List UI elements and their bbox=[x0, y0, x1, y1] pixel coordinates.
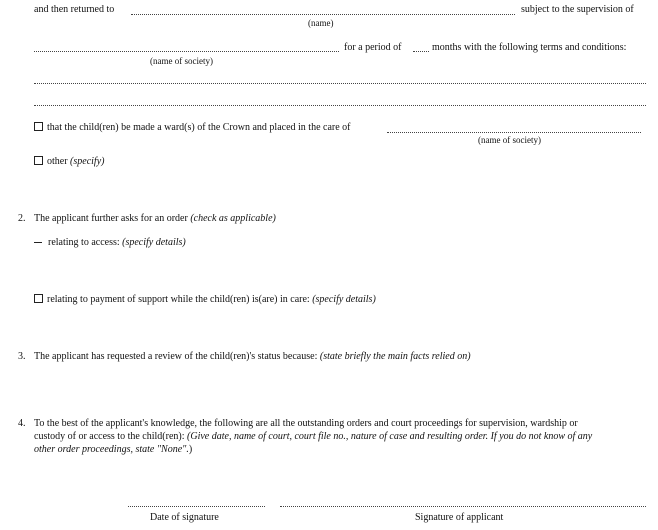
item-4-line-3-close: ) bbox=[188, 444, 193, 455]
access-checkbox[interactable] bbox=[34, 242, 42, 243]
item-4-line-2-instruction: (Give date, name of court, court file no., nature of case and resulting order. If you do not know of any bbox=[187, 431, 593, 442]
item-2-text bbox=[34, 213, 276, 225]
other-specify: (specify) bbox=[70, 156, 105, 167]
society-caption: (name of society) bbox=[150, 56, 213, 66]
item-3-number: 3. bbox=[18, 351, 26, 362]
returned-to-label: and then returned to bbox=[34, 4, 115, 15]
item-4-line-2-text: custody of or access to the child(ren): bbox=[34, 431, 185, 442]
period-label: for a period of bbox=[344, 42, 402, 53]
ward-society-field[interactable] bbox=[387, 132, 641, 133]
item-2-number: 2. bbox=[18, 213, 26, 224]
conditions-line-1[interactable] bbox=[34, 83, 646, 84]
ward-checkbox[interactable] bbox=[34, 122, 43, 131]
signature-field[interactable] bbox=[280, 506, 646, 507]
support-specify: (specify details) bbox=[312, 294, 376, 305]
ward-society-caption: (name of society) bbox=[478, 135, 541, 145]
supervision-label: subject to the supervision of bbox=[521, 4, 634, 15]
item-3-instruction: (state briefly the main facts relied on) bbox=[319, 351, 471, 362]
access-option bbox=[34, 237, 186, 249]
item-3-label: The applicant has requested a review of the child(ren)'s status because: bbox=[34, 351, 318, 362]
item-4-line-3-instruction: other order proceedings, state "None". bbox=[34, 444, 189, 455]
support-option-text: relating to payment of support while the child(ren) is(are) in care: bbox=[47, 294, 310, 305]
signature-label: Signature of applicant bbox=[415, 512, 504, 523]
item-2-instruction: (check as applicable) bbox=[190, 213, 276, 224]
conditions-line-2[interactable] bbox=[34, 105, 646, 106]
item-4-number: 4. bbox=[18, 418, 26, 429]
item-4-line-1: To the best of the applicant's knowledge, the following are all the outstanding orders and court proceedings for supervision, wardship or bbox=[34, 418, 578, 429]
returned-to-field[interactable] bbox=[131, 14, 515, 15]
access-option-text: relating to access: bbox=[48, 237, 120, 248]
society-name-field[interactable] bbox=[34, 51, 339, 52]
name-caption: (name) bbox=[308, 18, 334, 28]
item-4-line-2 bbox=[34, 431, 592, 443]
date-of-signature-field[interactable] bbox=[128, 506, 265, 507]
other-checkbox[interactable] bbox=[34, 156, 43, 165]
date-of-signature-label: Date of signature bbox=[150, 512, 219, 523]
item-4-line-3 bbox=[34, 444, 192, 456]
access-specify: (specify details) bbox=[122, 237, 186, 248]
other-option bbox=[34, 156, 104, 168]
ward-option-text: that the child(ren) be made a ward(s) of the Crown and placed in the care of bbox=[47, 122, 351, 133]
ward-option bbox=[34, 122, 350, 134]
months-field[interactable] bbox=[413, 51, 429, 52]
terms-label: months with the following terms and conditions: bbox=[432, 42, 627, 53]
other-option-text: other bbox=[47, 156, 68, 167]
item-3-text bbox=[34, 351, 471, 363]
support-checkbox[interactable] bbox=[34, 294, 43, 303]
support-option bbox=[34, 294, 376, 306]
item-2-label: The applicant further asks for an order bbox=[34, 213, 188, 224]
